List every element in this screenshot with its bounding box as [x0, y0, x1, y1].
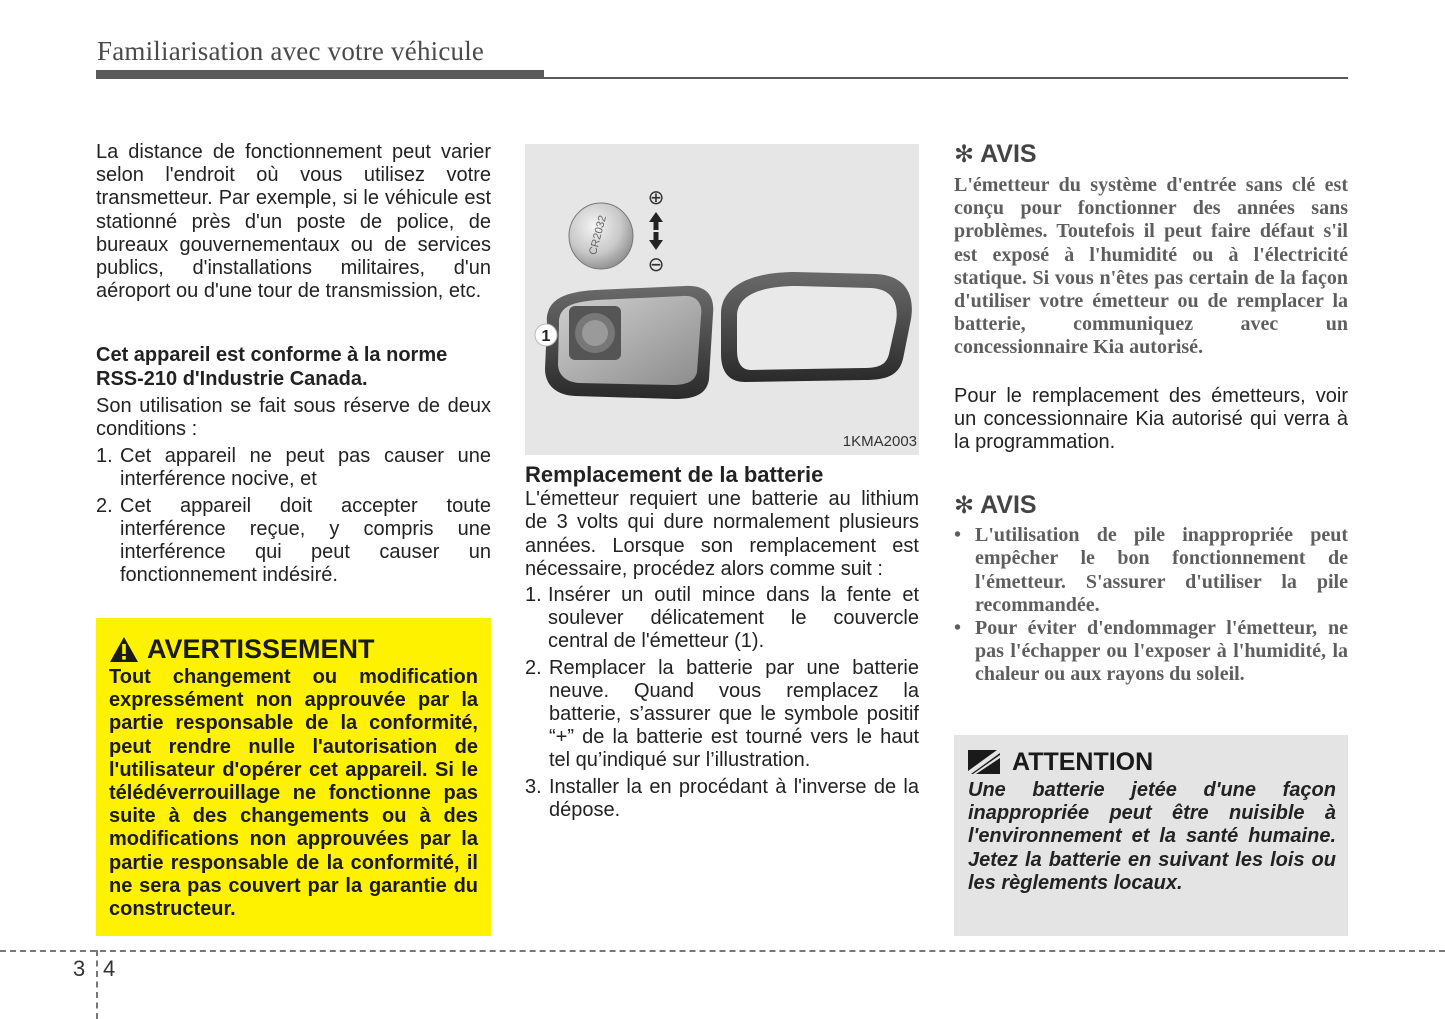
column-middle — [525, 144, 919, 825]
warning-triangle-icon — [109, 636, 139, 663]
footer-dashed-divider — [96, 950, 98, 1019]
header-rule-thick — [96, 70, 544, 79]
step-item — [525, 584, 919, 654]
compliance-text: Son utilisation se fait sous réserve de deux conditions : — [96, 394, 491, 441]
avis-title: AVIS — [980, 490, 1037, 519]
attention-box — [954, 735, 1348, 936]
attention-heading — [968, 747, 1336, 777]
avis-title: AVIS — [980, 139, 1037, 168]
callout-number: 1 — [541, 328, 551, 345]
attention-body: Une batterie jetée d'une façon inappropriée peut être nuisible à l'environnement et la santé humaine. Jetez la batterie en suivant les lois ou les règlements locaux. — [968, 779, 1336, 894]
key-fob-cover-inner — [737, 286, 897, 370]
asterisk-icon: ✻ — [954, 140, 975, 168]
avis-bullet-text: Pour éviter d'endommager l'émetteur, ne pas l'échapper ou l'exposer à l'humidité, la chaleur ou aux rayons du soleil. — [975, 617, 1348, 686]
battery-intro: L'émetteur requiert une batterie au lithium de 3 volts qui dure normalement plusieurs années. Lorsque son remplacement est nécessaire, procédez alors comme suit : — [525, 488, 919, 580]
minus-polarity-icon: ⊖ — [647, 252, 665, 276]
column-right — [954, 139, 1348, 687]
warning-title: AVERTISSEMENT — [147, 633, 375, 664]
warning-box — [96, 618, 491, 936]
column-left — [96, 141, 491, 590]
condition-text: Cet appareil ne peut pas causer une interférence nocive, et — [120, 445, 491, 491]
battery-marking: CR2032 — [587, 214, 610, 257]
avis-bullet-item — [954, 524, 1348, 617]
warning-heading — [109, 632, 478, 666]
header-rule-thin — [544, 77, 1348, 79]
avis-bullet-list — [954, 524, 1348, 686]
attention-icon — [968, 750, 1000, 774]
avis-bullet-item — [954, 617, 1348, 687]
condition-number: 1. — [96, 445, 113, 468]
footer-dashed-rule — [0, 950, 1445, 952]
step-number: 3. — [525, 775, 542, 798]
page-number: 4 — [103, 956, 116, 981]
step-text: Insérer un outil mince dans la fente et soulever délicatement le couvercle central de l'émetteur (1). — [548, 584, 919, 653]
arrow-up-icon — [649, 212, 663, 230]
condition-item — [96, 445, 491, 491]
warning-body: Tout changement ou modification expressément non approuvée par la partie responsable de la conformité, peut rendre nulle l'autorisation de l'utilisateur d'opérer cet appareil. Si le télédéverrouillage ne fonctionne pas suite à des changements ou à des modifications non approuvées par la partie responsable de la conformité, il ne sera pas couvert par la garantie du constructeur. — [109, 666, 478, 921]
step-item — [525, 776, 919, 822]
avis-heading-2 — [954, 490, 1348, 520]
step-text: Remplacer la batterie par une batterie neuve. Quand vous remplacez la batterie, s’assurer que le symbole positif “+” de la batterie est tourné vers le haut tel qu’indiqué sur l’illustration. — [549, 656, 919, 772]
intro-paragraph: La distance de fonctionnement peut varier selon l'endroit où vous utilisez votre transmetteur. Par exemple, si le véhicule est stationné près d'un poste de police, de bureaux gouvernementaux ou de services publics, d'installations militaires, d'un aéroport ou d'une tour de transmission, etc. — [96, 141, 491, 303]
condition-number: 2. — [96, 494, 113, 517]
battery-contact-center — [582, 320, 608, 346]
asterisk-icon: ✻ — [954, 491, 975, 519]
avis-heading — [954, 139, 1348, 169]
compliance-title: Cet appareil est conforme à la norme RSS-210 d'Industrie Canada. — [96, 344, 448, 390]
arrow-down-icon — [649, 232, 663, 250]
key-fob-illustration — [525, 144, 919, 455]
step-number: 1. — [525, 584, 542, 607]
conditions-list — [96, 445, 491, 587]
page-header-title: Familiarisation avec votre véhicule — [97, 36, 485, 66]
avis-body: L'émetteur du système d'entrée sans clé est conçu pour fonctionner des années sans problèmes. Toutefois il peut faire défaut s'il est exposé à l'humidité ou à l'électricité statique. Si vous n'êtes pas certain de la façon d'utiliser votre émetteur ou de remplacer la batterie, communiquez avec un concessionnaire Kia autorisé. — [954, 174, 1348, 359]
replacement-note: Pour le remplacement des émetteurs, voir un concessionnaire Kia autorisé qui verra à la programmation. — [954, 384, 1348, 454]
bullet-icon: • — [954, 617, 962, 640]
condition-item — [96, 495, 491, 588]
step-text: Installer la en procédant à l'inverse de la dépose. — [549, 775, 919, 821]
key-battery-figure — [525, 144, 919, 455]
bullet-icon: • — [954, 524, 962, 547]
page-section-number: 3 — [73, 956, 86, 981]
plus-polarity-icon: ⊕ — [647, 185, 665, 209]
step-number: 2. — [525, 656, 542, 679]
battery-section-title: Remplacement de la batterie — [525, 462, 824, 487]
step-item — [525, 657, 919, 773]
battery-steps-list — [525, 584, 919, 822]
figure-code: 1KMA2003 — [842, 432, 917, 450]
condition-text: Cet appareil doit accepter toute interférence reçue, y compris une interférence qui peut causer un fonctionnement indésiré. — [120, 494, 491, 587]
avis-bullet-text: L'utilisation de pile inappropriée peut empêcher le bon fonctionnement de l'émetteur. S'assurer d'utiliser la pile recommandée. — [975, 524, 1348, 616]
attention-title: ATTENTION — [1012, 747, 1154, 776]
